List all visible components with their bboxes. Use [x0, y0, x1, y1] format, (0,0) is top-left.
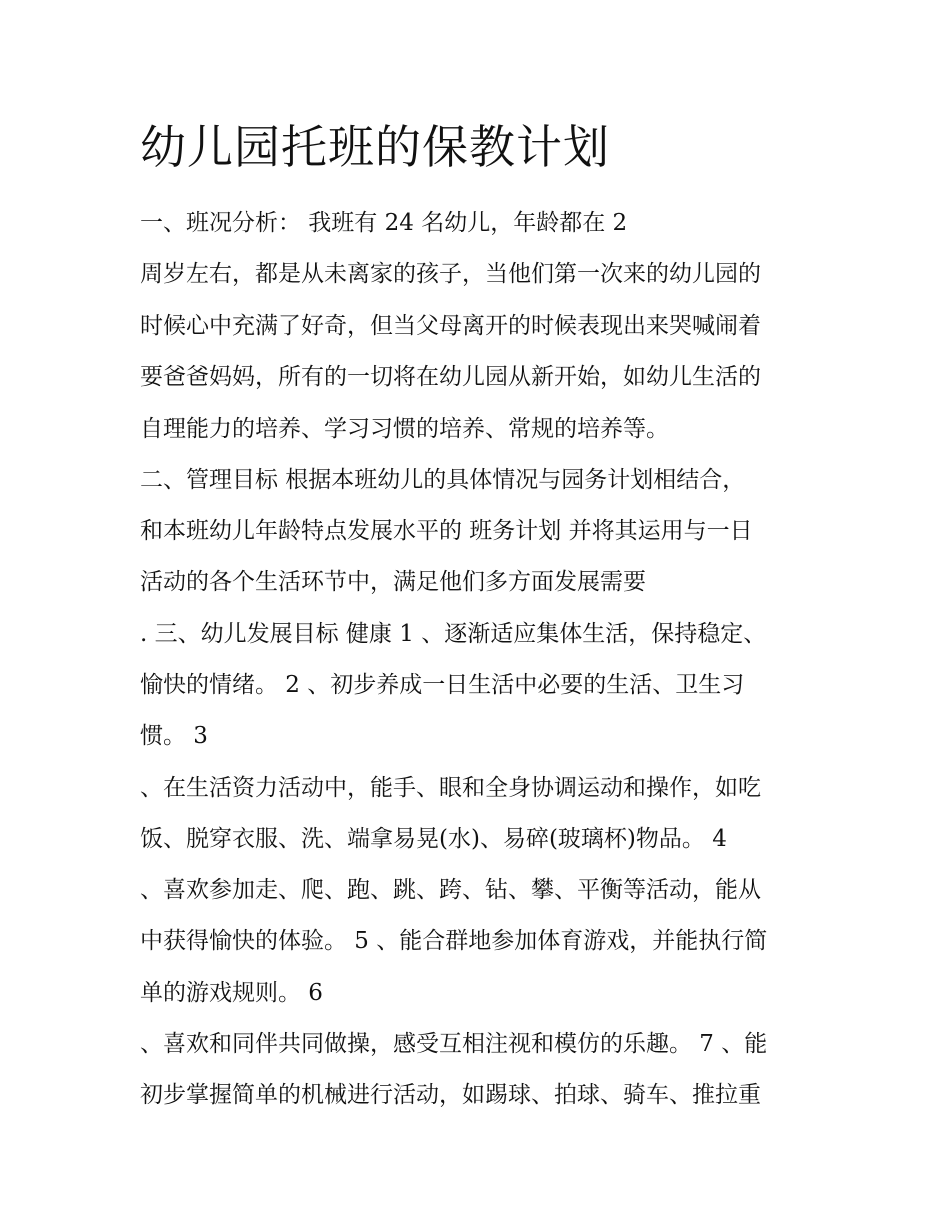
text-line: 、在生活资力活动中，能手、眼和全身协调运动和操作，如吃	[140, 775, 761, 801]
text-line: 初步掌握简单的机械进行活动，如踢球、拍球、骑车、推拉重	[140, 1082, 761, 1108]
text-line: 时候心中充满了好奇，但当父母离开的时候表现出来哭喊闹着	[140, 313, 761, 339]
text-line: 惯。 3	[140, 723, 208, 749]
text-line: 中获得愉快的体验。 5 、能合群地参加体育游戏，并能执行简	[140, 928, 768, 954]
text-line: 二、管理目标 根据本班幼儿的具体情况与园务计划相结合，	[140, 467, 746, 493]
text-line: 和本班幼儿年龄特点发展水平的 班务计划 并将其运用与一日	[140, 518, 753, 544]
text-line: 活动的各个生活环节中，满足他们多方面发展需要	[140, 569, 646, 595]
text-line: 周岁左右，都是从未离家的孩子，当他们第一次来的幼儿园的	[140, 261, 761, 287]
text-line: 、喜欢和同伴共同做操，感受互相注视和模仿的乐趣。 7 、能	[140, 1031, 768, 1057]
text-line: 自理能力的培养、学习习惯的培养、常规的培养等。	[140, 416, 669, 442]
text-line: 一、班况分析： 我班有 24 名幼儿，年龄都在 2	[140, 210, 628, 236]
text-line: 单的游戏规则。 6	[140, 980, 323, 1006]
text-line: . 三、幼儿发展目标 健康 1 、逐渐适应集体生活，保持稳定、	[140, 621, 767, 647]
text-line: 、喜欢参加走、爬、跑、跳、跨、钻、攀、平衡等活动，能从	[140, 877, 761, 903]
text-line: 要爸爸妈妈，所有的一切将在幼儿园从新开始，如幼儿生活的	[140, 364, 761, 390]
text-line: 愉快的情绪。 2 、初步养成一日生活中必要的生活、卫生习	[140, 672, 745, 698]
text-line: 饭、脱穿衣服、洗、端拿易晃(水)、易碎(玻璃杯)物品。 4	[140, 826, 727, 852]
document-title: 幼儿园托班的保教计划	[140, 120, 610, 174]
